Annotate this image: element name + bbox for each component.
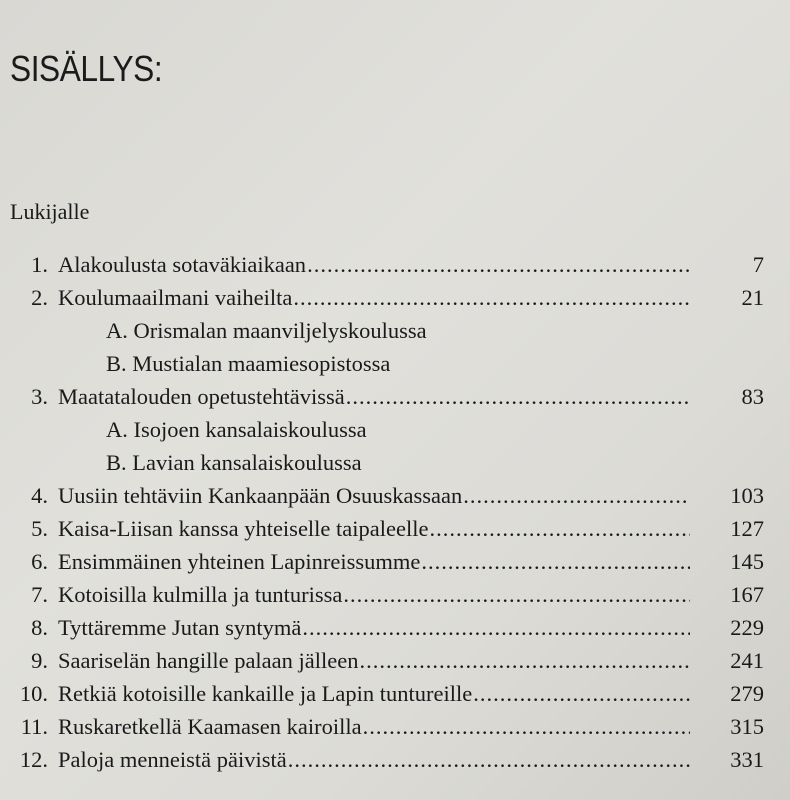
- entry-title: A. Isojoen kansalaiskoulussa: [106, 417, 367, 442]
- entry-number: 9.: [31, 648, 48, 673]
- dot-leader: [307, 252, 690, 278]
- entry-title: Retkiä kotoisille kankaille ja Lapin tuntureille: [58, 681, 473, 706]
- dot-leader: [421, 549, 690, 575]
- table-of-contents: [0, 252, 790, 780]
- toc-entry: [0, 747, 790, 780]
- toc-subentry: [0, 417, 790, 450]
- entry-page-number: 103: [730, 483, 764, 508]
- entry-title: B. Mustialan maamiesopistossa: [106, 351, 391, 376]
- toc-subentry: [0, 318, 790, 351]
- toc-entry: [0, 483, 790, 516]
- entry-title: Maatatalouden opetustehtävissä: [58, 384, 345, 409]
- toc-subentry: [0, 351, 790, 384]
- toc-entry: [0, 681, 790, 714]
- entry-page-number: 21: [741, 285, 764, 310]
- entry-page-number: 83: [741, 384, 764, 409]
- entry-page-number: 127: [730, 516, 764, 541]
- toc-entry: [0, 516, 790, 549]
- entry-page-number: 241: [730, 648, 764, 673]
- entry-page-number: 229: [730, 615, 764, 640]
- entry-number: 6.: [31, 549, 48, 574]
- entry-title: Koulumaailmani vaiheilta: [58, 285, 293, 310]
- page-title: SISÄLLYS:: [10, 48, 163, 89]
- dot-leader: [463, 483, 690, 509]
- toc-entry: [0, 549, 790, 582]
- toc-entry: [0, 714, 790, 747]
- entry-page-number: 279: [730, 681, 764, 706]
- entry-title: Paloja menneistä päivistä: [58, 747, 287, 772]
- dot-leader: [473, 681, 690, 707]
- toc-entry: [0, 285, 790, 318]
- entry-title: Kotoisilla kulmilla ja tunturissa: [58, 582, 343, 607]
- entry-page-number: 167: [730, 582, 764, 607]
- entry-title: Uusiin tehtäviin Kankaanpään Osuuskassaan: [58, 483, 463, 508]
- entry-number: 11.: [20, 714, 48, 739]
- toc-entry: [0, 615, 790, 648]
- dot-leader: [363, 714, 690, 740]
- entry-number: 4.: [31, 483, 48, 508]
- entry-number: 3.: [31, 384, 48, 409]
- entry-page-number: 7: [752, 252, 764, 277]
- dot-leader: [360, 648, 691, 674]
- entry-number: 5.: [31, 516, 48, 541]
- dot-leader: [288, 747, 690, 773]
- dot-leader: [429, 516, 690, 542]
- entry-title: Alakoulusta sotaväkiaikaan: [58, 252, 307, 277]
- toc-entry-intro: Lukijalle: [10, 199, 90, 224]
- dot-leader: [302, 615, 690, 641]
- toc-entry: [0, 384, 790, 417]
- toc-entry: [0, 582, 790, 615]
- entry-title: A. Orismalan maanviljelyskoulussa: [106, 318, 427, 343]
- dot-leader: [346, 384, 690, 410]
- entry-title: Tyttäremme Jutan syntymä: [58, 615, 302, 640]
- entry-title: Ruskaretkellä Kaamasen kairoilla: [58, 714, 362, 739]
- entry-title: B. Lavian kansalaiskoulussa: [106, 450, 362, 475]
- dot-leader: [293, 285, 690, 311]
- entry-page-number: 331: [730, 747, 764, 772]
- entry-number: 10.: [19, 681, 48, 706]
- entry-title: Kaisa-Liisan kanssa yhteiselle taipaleelle: [58, 516, 429, 541]
- entry-page-number: 315: [730, 714, 764, 739]
- toc-subentry: [0, 450, 790, 483]
- entry-number: 2.: [31, 285, 48, 310]
- entry-number: 7.: [31, 582, 48, 607]
- dot-leader: [343, 582, 690, 608]
- toc-entry: [0, 252, 790, 285]
- entry-title: Ensimmäinen yhteinen Lapinreissumme: [58, 549, 421, 574]
- toc-entry: [0, 648, 790, 681]
- entry-title: Saariselän hangille palaan jälleen: [58, 648, 359, 673]
- entry-number: 12.: [19, 747, 48, 772]
- entry-number: 8.: [31, 615, 48, 640]
- entry-page-number: 145: [730, 549, 764, 574]
- entry-number: 1.: [31, 252, 48, 277]
